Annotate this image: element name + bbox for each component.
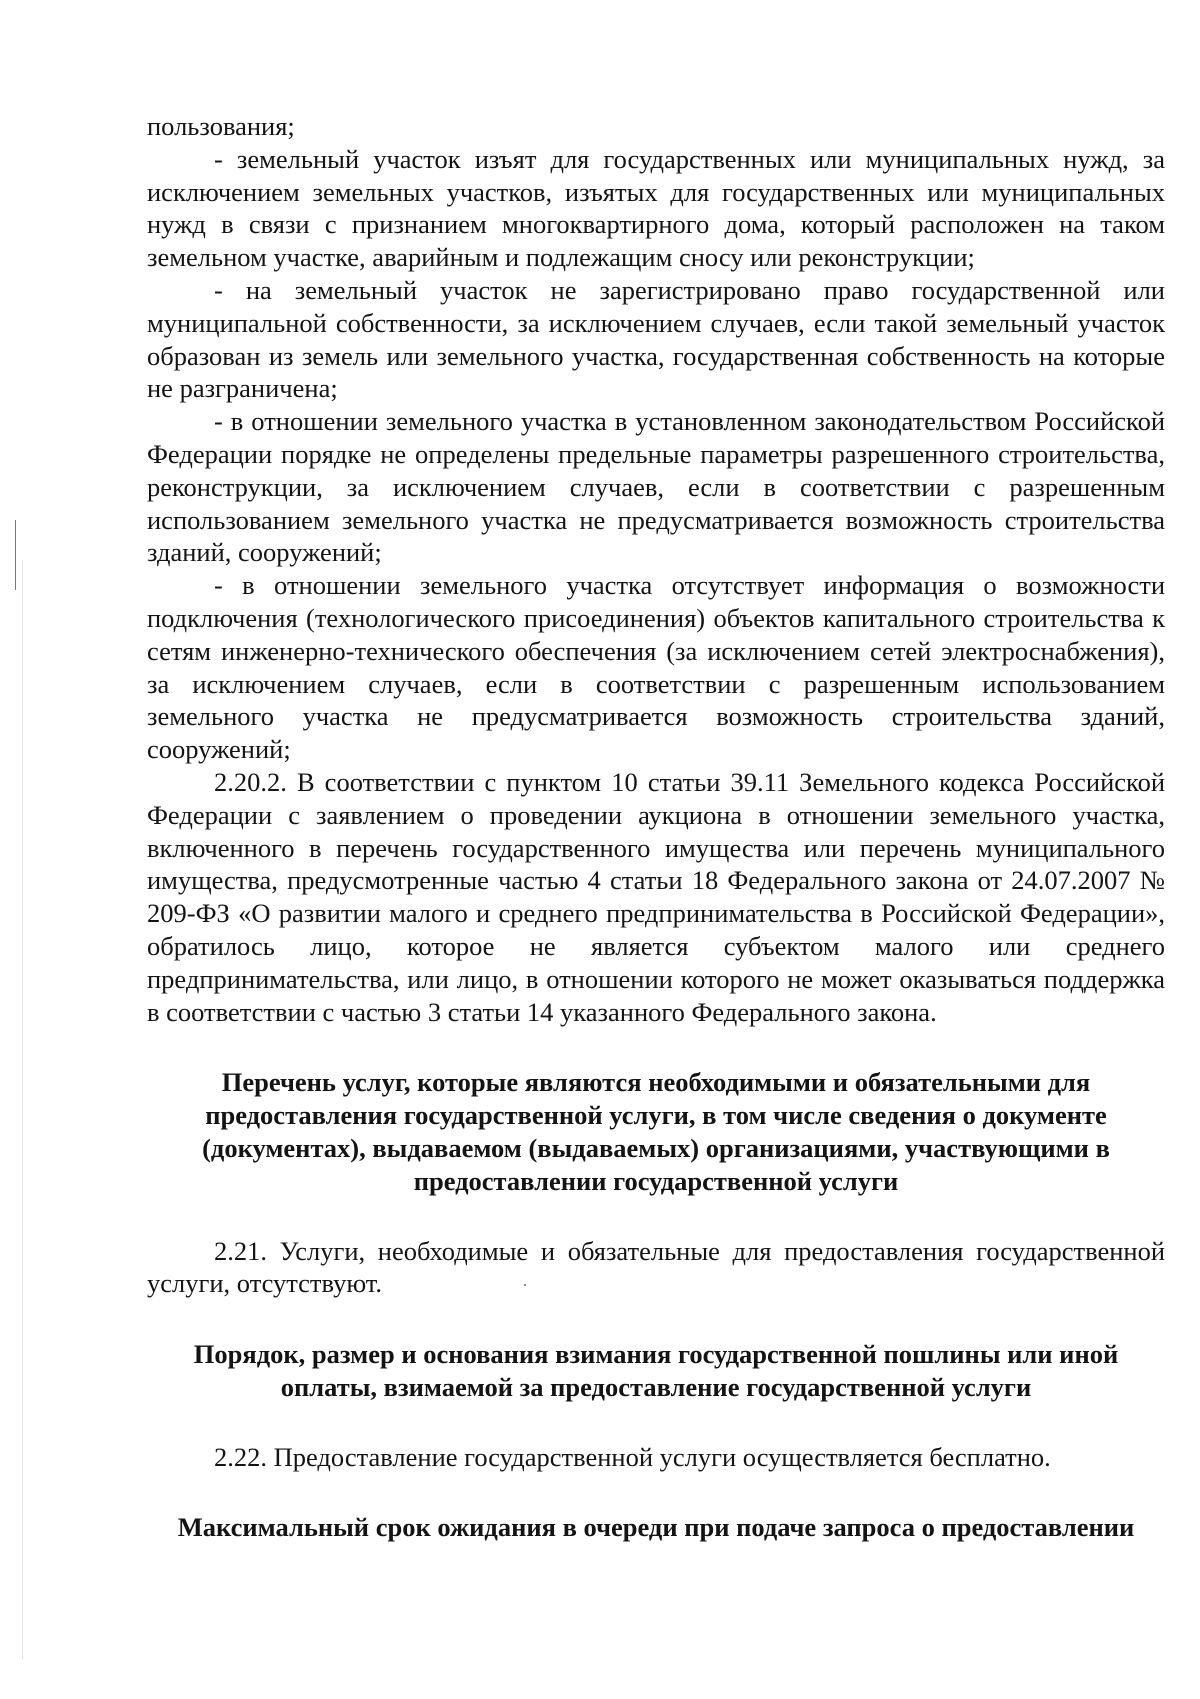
- scan-edge-mark: [15, 520, 16, 590]
- paragraph-item-connection: - в отношении земельного участка отсутствует информация о возможности подключения (технологического присоединения) объектов капитального строительства к сетям инженерно-технического обеспечения (за исключением сетей электроснабжения), за исключением случаев, если в соответствии с разрешенным использованием земельного участка не предусматривается возможность строительства зданий, сооружений;: [147, 570, 1165, 765]
- paragraph-2-20-2: 2.20.2. В соответствии с пунктом 10 статьи 39.11 Земельного кодекса Российской Федерации с заявлением о проведении аукциона в отношении земельного участка, включенного в перечень государственного имущества или перечень муниципального имущества, предусмотренные частью 4 статьи 18 Федерального закона от 24.07.2007 № 209-ФЗ «О развитии малого и среднего предпринимательства в Российской Федерации», обратилось лицо, которое не является субъектом малого или среднего предпринимательства, или лицо, в отношении которого не может оказываться поддержка в соответствии с частью 3 статьи 14 указанного Федерального закона.: [147, 766, 1165, 1027]
- paragraph-item-ownership: - на земельный участок не зарегистрировано право государственной или муниципальной собственности, за исключением случаев, если такой земельный участок образован из земель или земельного участка, государственная собственность на которые не разграничена;: [147, 274, 1165, 404]
- heading-fee: Порядок, размер и основания взимания государственной пошлины или иной оплаты, взимаемой за предоставление государственной услуги: [193, 1339, 1119, 1402]
- paragraph-2-21: 2.21. Услуги, необходимые и обязательные для предоставления государственной услуги, отсутствуют.: [147, 1235, 1165, 1299]
- heading-queue: Максимальный срок ожидания в очереди при подаче запроса о предоставлении: [177, 1512, 1135, 1543]
- heading-services: Перечень услуг, которые являются необходимыми и обязательными для предоставления государственной услуги, в том числе сведения о документе (документах), выдаваемом (выдаваемых) организациями, участвующими в предоставлении государственной услуги: [202, 1067, 1110, 1196]
- scan-edge-shadow: [22, 560, 23, 1660]
- document-page: [147, 110, 1165, 1544]
- paragraph-item-parameters: - в отношении земельного участка в установленном законодательством Российской Федерации порядке не определены предельные параметры разрешенного строительства, реконструкции, за исключением случаев, если в соответствии с разрешенным использованием земельного участка не предусматривается возможность строительства зданий, сооружений;: [147, 406, 1165, 568]
- paragraph-continuation: пользования;: [147, 111, 295, 141]
- paragraph-item-withdrawn: - земельный участок изъят для государственных или муниципальных нужд, за исключением земельных участков, изъятых для государственных или муниципальных нужд в связи с признанием многоквартирного дома, который расположен на таком земельном участке, аварийным и подлежащим сносу или реконструкции;: [147, 143, 1165, 273]
- paragraph-2-22: 2.22. Предоставление государственной услуги осуществляется бесплатно.: [214, 1441, 1051, 1472]
